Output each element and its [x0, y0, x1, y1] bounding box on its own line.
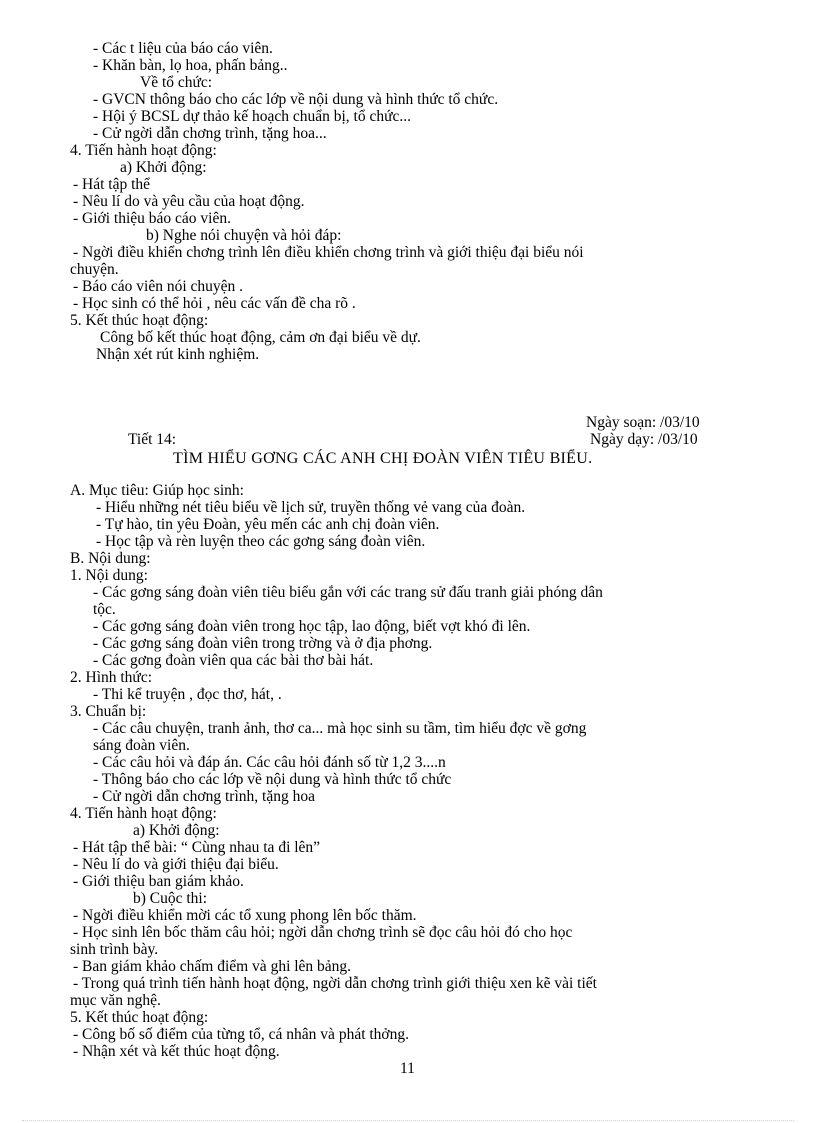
- text-line: - Giới thiệu báo cáo viên.: [73, 210, 231, 227]
- text-line: - Các gơng sáng đoàn viên trong trờng và ở địa phơng.: [93, 635, 433, 652]
- section-heading: 5. Kết thúc hoạt động:: [70, 1009, 209, 1026]
- text-line: - Trong quá trình tiến hành hoạt động, ngời dẫn chơng trình giới thiệu xen kẽ vài tiết: [73, 975, 597, 992]
- text-line: chuyện.: [70, 261, 119, 278]
- text-line: sáng đoàn viên.: [93, 737, 190, 754]
- text-line: - Thi kể truyện , đọc thơ, hát, .: [93, 686, 282, 703]
- text-line: - Học sinh lên bốc thăm câu hỏi; ngời dẫn chơng trình sẽ đọc câu hỏi đó cho học: [73, 924, 573, 941]
- text-line: - Ngời điều khiển chơng trình lên điều khiển chơng trình và giới thiệu đại biểu nói: [73, 244, 584, 261]
- text-line: - Các gơng đoàn viên qua các bài thơ bài hát.: [93, 652, 374, 669]
- text-line: - Các t liệu của báo cáo viên.: [93, 40, 273, 57]
- subheading: b) Nghe nói chuyện và hỏi đáp:: [146, 227, 342, 244]
- text-line: - Thông báo cho các lớp về nội dung và hình thức tổ chức: [93, 771, 452, 788]
- text-line: - Nêu lí do và giới thiệu đại biểu.: [73, 856, 279, 873]
- text-line: - Các gơng sáng đoàn viên trong học tập, lao động, biết vợt khó đi lên.: [93, 618, 531, 635]
- text-line: - Các câu chuyện, tranh ảnh, thơ ca... mà học sinh su tầm, tìm hiểu đợc về gơng: [93, 720, 587, 737]
- text-line: - Giới thiệu ban giám khảo.: [73, 873, 244, 890]
- subheading: a) Khởi động:: [120, 159, 207, 176]
- text-line: - Các gơng sáng đoàn viên tiêu biểu gắn với các trang sử đấu tranh giải phóng dân: [93, 584, 603, 601]
- text-line: - Các câu hỏi và đáp án. Các câu hỏi đánh số từ 1,2 3....n: [93, 754, 446, 771]
- tiet-label: Tiết 14:: [128, 431, 177, 448]
- section-heading: 4. Tiến hành hoạt động:: [70, 805, 217, 822]
- section-heading: B. Nội dung:: [70, 550, 151, 567]
- text-line: sinh trình bày.: [70, 941, 159, 958]
- text-line: - Cử ngời dẫn chơng trình, tặng hoa...: [93, 125, 327, 142]
- page-title: TÌM HIỂU GƠNG CÁC ANH CHỊ ĐOÀN VIÊN TIÊU BIỂU.: [173, 450, 593, 467]
- ngay-soan: Ngày soạn: /03/10: [586, 414, 700, 431]
- text-line: - Ngời điều khiển mời các tổ xung phong lên bốc thăm.: [73, 907, 417, 924]
- text-line: Nhận xét rút kinh nghiệm.: [96, 346, 260, 363]
- text-line: - Tự hào, tin yêu Đoàn, yêu mến các anh chị đoàn viên.: [96, 516, 440, 533]
- text-line: - Hiểu những nét tiêu biểu về lịch sử, truyền thống vẻ vang của đoàn.: [96, 499, 526, 516]
- text-line: - Nêu lí do và yêu cầu của hoạt động.: [73, 193, 305, 210]
- text-line: tộc.: [93, 601, 116, 618]
- text-line: - GVCN thông báo cho các lớp về nội dung và hình thức tổ chức.: [93, 91, 499, 108]
- section-heading: 2. Hình thức:: [70, 669, 153, 686]
- section-heading: 3. Chuẩn bị:: [70, 703, 147, 720]
- footer-divider: [22, 1120, 794, 1121]
- section-heading: A. Mục tiêu: Giúp học sinh:: [70, 482, 244, 499]
- text-line: mục văn nghệ.: [70, 992, 161, 1009]
- page-number: 11: [400, 1060, 415, 1077]
- text-line: - Công bố số điểm của từng tổ, cá nhân và phát thởng.: [73, 1026, 410, 1043]
- text-line: - Học sinh có thể hỏi , nêu các vấn đề cha rõ .: [73, 295, 356, 312]
- subheading: a) Khởi động:: [133, 822, 220, 839]
- ngay-day: Ngày dạy: /03/10: [590, 431, 698, 448]
- text-line: - Cử ngời dẫn chơng trình, tặng hoa: [93, 788, 315, 805]
- text-line: - Hội ý BCSL dự thảo kế hoạch chuẩn bị, tổ chức...: [93, 108, 411, 125]
- text-line: - Nhận xét và kết thúc hoạt động.: [73, 1043, 280, 1060]
- subheading: Về tổ chức:: [140, 74, 213, 91]
- text-line: - Khăn bàn, lọ hoa, phấn bảng..: [93, 57, 288, 74]
- section-heading: 5. Kết thúc hoạt động:: [70, 312, 209, 329]
- text-line: - Hát tập thể bài: “ Cùng nhau ta đi lên”: [73, 839, 321, 856]
- text-line: - Ban giám khảo chấm điểm và ghi lên bảng.: [73, 958, 352, 975]
- text-line: - Hát tập thể: [73, 176, 151, 193]
- subheading: b) Cuộc thi:: [133, 890, 208, 907]
- text-line: - Báo cáo viên nói chuyện .: [73, 278, 244, 295]
- section-heading: 1. Nội dung:: [70, 567, 148, 584]
- section-heading: 4. Tiến hành hoạt động:: [70, 142, 217, 159]
- text-line: Công bố kết thúc hoạt động, cảm ơn đại biểu về dự.: [100, 329, 421, 346]
- text-line: - Học tập và rèn luyện theo các gơng sáng đoàn viên.: [96, 533, 426, 550]
